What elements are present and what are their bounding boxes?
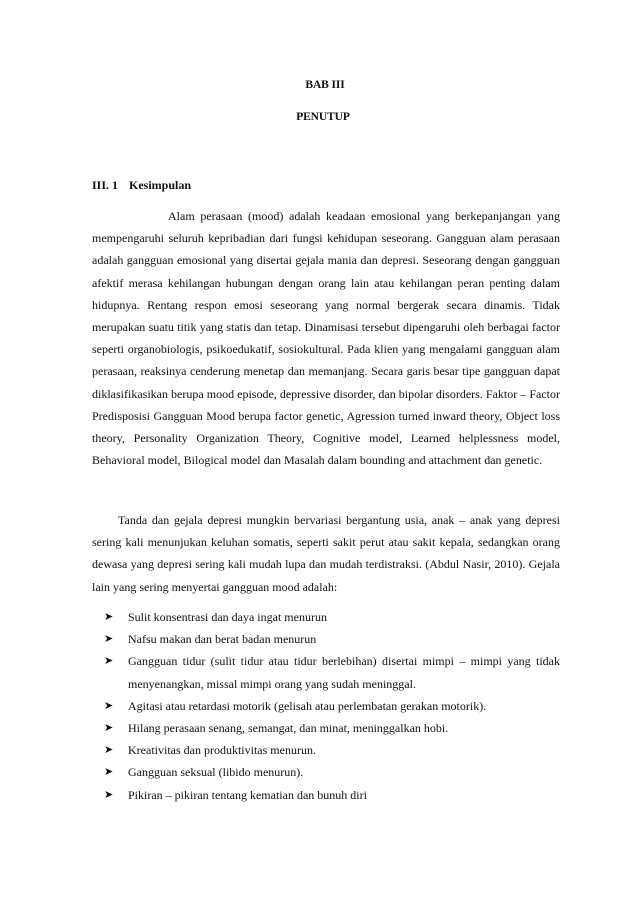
list-item-text: Agitasi atau retardasi motorik (gelisah atau perlembatan gerakan motorik). <box>128 698 487 713</box>
list-item <box>104 628 560 650</box>
list-item-text: Nafsu makan dan berat badan menurun <box>128 632 317 647</box>
chapter-subtitle: PENUTUP <box>296 111 350 123</box>
list-item <box>104 717 560 739</box>
chapter-title: BAB III <box>305 79 345 91</box>
list-item <box>104 606 560 628</box>
list-item <box>104 761 560 783</box>
list-item-text: Pikiran – pikiran tentang kematian dan bunuh diri <box>128 787 367 802</box>
list-item <box>104 784 560 806</box>
arrow-bullet-icon: ➤ <box>104 633 114 646</box>
paragraph-mood-definition: Alam perasaan (mood) adalah keadaan emosional yang berkepanjangan yang mempengaruhi seluruh kepribadian dari fungsi kehidupan seseorang. Gangguan alam perasaan adalah gangguan emosional yang disertai gejala mania dan depresi. Seseorang dengan gangguan afektif merasa kehilangan hubungan dengan orang lain atau kehilangan peran penting dalam hidupnya. Rentang respon emosi seseorang yang normal bergerak secara dinamis. Tidak merupakan suatu titik yang statis dan tetap. Dinamisasi tersebut dipengaruhi oleh berbagai factor seperti organobiologis, psikoedukatif, sosiokultural. Pada klien yang mengalami gangguan alam perasaan, reaksinya cenderung menetap dan memanjang. Secara garis besar tipe gangguan dapat diklasifikasikan berupa mood episode, depressive disorder, dan bipolar disorders. Faktor – Factor Predisposisi Gangguan Mood berupa factor genetic, Agression turned inward theory, Object loss theory, Personality Organization Theory, Cognitive model, Learned helplessness model, Behavioral model, Bilogical model dan Masalah dalam bounding and attachment dan genetic. <box>92 209 560 468</box>
section-number: III. 1 <box>92 178 119 192</box>
arrow-bullet-icon: ➤ <box>104 611 114 623</box>
arrow-bullet-icon: ➤ <box>104 788 114 801</box>
paragraph-depression-signs: Tanda dan gejala depresi mungkin bervariasi bergantung usia, anak – anak yang depresi sering kali menunjukan keluhan somatis, seperti sakit perut atau sakit kepala, sedangkan orang dewasa yang depresi sering kali mudah lupa dan mudah terdistraksi. (Abdul Nasir, 2010). Gejala lain yang sering menyertai gangguan mood adalah: <box>92 513 560 594</box>
symptom-list <box>104 606 560 806</box>
section-heading <box>92 178 191 193</box>
arrow-bullet-icon: ➤ <box>104 699 114 712</box>
list-item <box>104 650 560 694</box>
list-item-text: Kreativitas dan produktivitas menurun. <box>128 743 316 758</box>
list-item-text: Gangguan seksual (libido menurun). <box>128 765 304 780</box>
list-item <box>104 739 560 761</box>
arrow-bullet-icon: ➤ <box>104 744 114 757</box>
arrow-bullet-icon: ➤ <box>104 766 114 779</box>
arrow-bullet-icon: ➤ <box>104 655 114 668</box>
arrow-bullet-icon: ➤ <box>104 722 114 735</box>
list-item-text: Sulit konsentrasi dan daya ingat menurun <box>128 610 327 624</box>
section-title: Kesimpulan <box>129 178 192 192</box>
list-item-text: Gangguan tidur (sulit tidur atau tidur berlebihan) disertai mimpi – mimpi yang tidak menyenangkan, missal mimpi orang yang sudah meninggal. <box>128 654 560 691</box>
list-item-text: Hilang perasaan senang, semangat, dan minat, meninggalkan hobi. <box>128 721 449 736</box>
list-item <box>104 695 560 717</box>
